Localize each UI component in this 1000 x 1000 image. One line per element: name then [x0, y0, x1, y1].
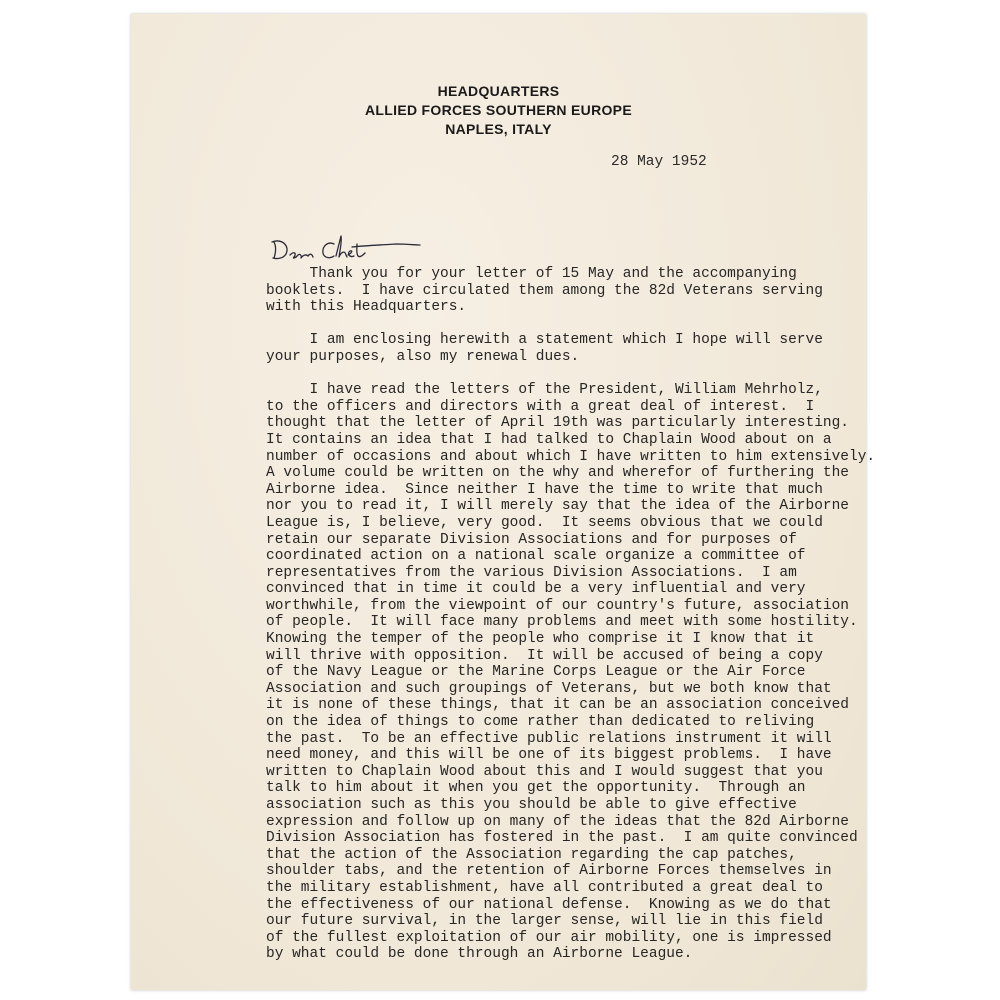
text-line: shoulder tabs, and the retention of Airborne Forces themselves in	[266, 863, 832, 880]
text-line: number of occasions and about which I have written to him extensively.	[266, 448, 876, 465]
text-line: coordinated action on a national scale organize a committee of	[266, 548, 806, 565]
text-line: I am enclosing herewith a statement which I hope will serve	[266, 332, 823, 349]
text-line: convinced that in time it could be a very influential and very	[266, 581, 806, 598]
text-line: Division Association has fostered in the past. I am quite convinced	[266, 830, 858, 847]
text-line: will thrive with opposition. It will be accused of being a copy	[266, 647, 823, 664]
text-line: booklets. I have circulated them among the 82d Veterans serving	[266, 282, 823, 299]
text-line: with this Headquarters.	[266, 299, 467, 316]
text-line: retain our separate Division Associations and for purposes of	[266, 531, 797, 548]
paragraph	[266, 382, 886, 963]
text-line: of people. It will face many problems and meet with some hostility.	[266, 614, 858, 631]
handwritten-salutation	[268, 228, 428, 268]
text-line: Thank you for your letter of 15 May and the accompanying	[266, 266, 797, 282]
paragraph-gap	[266, 316, 886, 333]
text-line: the effectiveness of our national defense. Knowing as we do that	[266, 896, 832, 913]
text-line: of the Navy League or the Marine Corps League or the Air Force	[266, 664, 806, 681]
text-line: It contains an idea that I had talked to Chaplain Wood about on a	[266, 431, 832, 448]
text-line: to the officers and directors with a great deal of interest. I	[266, 398, 815, 415]
text-line: the past. To be an effective public relations instrument it will	[266, 730, 832, 747]
letterhead-line-2: ALLIED FORCES SOUTHERN EUROPE	[365, 102, 632, 118]
text-line: Knowing the temper of the people who comprise it I know that it	[266, 631, 815, 648]
text-line: A volume could be written on the why and wherefor of furthering the	[266, 465, 849, 482]
text-line: Association and such groupings of Veterans, but we both know that	[266, 680, 832, 697]
text-line: League is, I believe, very good. It seems obvious that we could	[266, 514, 823, 531]
paragraph-gap	[266, 366, 886, 383]
text-line: written to Chaplain Wood about this and I would suggest that you	[266, 763, 823, 780]
letterhead-line-3: NAPLES, ITALY	[445, 121, 552, 137]
text-line: need money, and this will be one of its biggest problems. I have	[266, 747, 832, 764]
salutation-text: Dear Chet	[268, 228, 273, 229]
paragraph	[266, 332, 886, 365]
text-line: I have read the letters of the President, William Mehrholz,	[266, 382, 823, 399]
text-line: association such as this you should be able to give effective	[266, 797, 797, 813]
text-line: that the action of the Association regarding the cap patches,	[266, 846, 797, 863]
letter-date: 28 May 1952	[611, 154, 707, 170]
letterhead-line-1: HEADQUARTERS	[437, 83, 560, 99]
text-line: representatives from the various Division Associations. I am	[266, 564, 797, 581]
text-line: of the fullest exploitation of our air mobility, one is impressed	[266, 929, 832, 946]
text-line: Airborne idea. Since neither I have the time to write that much	[266, 481, 823, 498]
text-line: worthwhile, from the viewpoint of our country's future, association	[266, 597, 849, 614]
text-line: your purposes, also my renewal dues.	[266, 348, 580, 365]
paragraph	[266, 266, 886, 316]
text-line: expression and follow up on many of the ideas that the 82d Airborne	[266, 813, 849, 830]
letter-body	[266, 266, 886, 963]
text-line: our future survival, in the larger sense, will lie in this field	[266, 913, 823, 930]
letterhead	[131, 82, 866, 139]
text-line: on the idea of things to come rather than dedicated to reliving	[266, 714, 815, 731]
text-line: by what could be done through an Airborne League.	[266, 946, 693, 963]
text-line: it is none of these things, that it can be an association conceived	[266, 697, 849, 714]
text-line: thought that the letter of April 19th was particularly interesting.	[266, 415, 849, 432]
text-line: the military establishment, have all contributed a great deal to	[266, 879, 823, 896]
letter-page	[131, 14, 876, 990]
text-line: nor you to read it, I will merely say that the idea of the Airborne	[266, 498, 849, 515]
text-line: talk to him about it when you get the opportunity. Through an	[266, 780, 806, 797]
